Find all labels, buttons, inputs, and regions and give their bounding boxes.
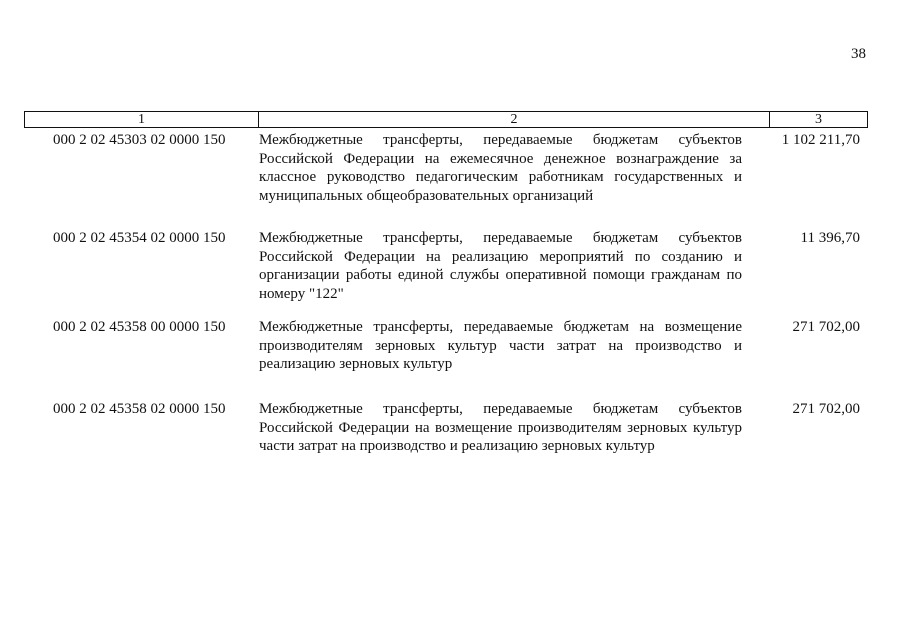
row-description: Межбюджетные трансферты, передаваемые бюджетам субъектов Российской Федерации на ежемесячное денежное вознаграждение за классное руководство педагогическим работникам государственных и муниципальных общеобразовательных организаций xyxy=(259,132,742,204)
page-number: 38 xyxy=(851,46,866,62)
row-description: Межбюджетные трансферты, передаваемые бюджетам субъектов Российской Федерации на реализацию мероприятий по созданию и организации работы единой службы оперативной помощи гражданам по номеру "122" xyxy=(259,230,742,302)
column-header-1: 1 xyxy=(25,112,259,127)
row-amount: 271 702,00 xyxy=(792,319,860,335)
row-amount: 11 396,70 xyxy=(800,230,860,246)
budget-code: 000 2 02 45358 00 0000 150 xyxy=(53,319,226,335)
column-header-3: 3 xyxy=(815,112,822,127)
row-amount: 1 102 211,70 xyxy=(781,132,860,148)
row-description: Межбюджетные трансферты, передаваемые бюджетам субъектов Российской Федерации на возмещение производителям зерновых культур части затрат на производство и реализацию зерновых культур xyxy=(259,401,742,454)
table-header xyxy=(24,111,868,128)
budget-code: 000 2 02 45303 02 0000 150 xyxy=(53,132,226,148)
row-description: Межбюджетные трансферты, передаваемые бюджетам на возмещение производителям зерновых культур части затрат на производство и реализацию зерновых культур xyxy=(259,319,742,372)
row-amount: 271 702,00 xyxy=(792,401,860,417)
column-header-2: 2 xyxy=(259,112,770,127)
budget-code: 000 2 02 45354 02 0000 150 xyxy=(53,230,226,246)
budget-code: 000 2 02 45358 02 0000 150 xyxy=(53,401,226,417)
